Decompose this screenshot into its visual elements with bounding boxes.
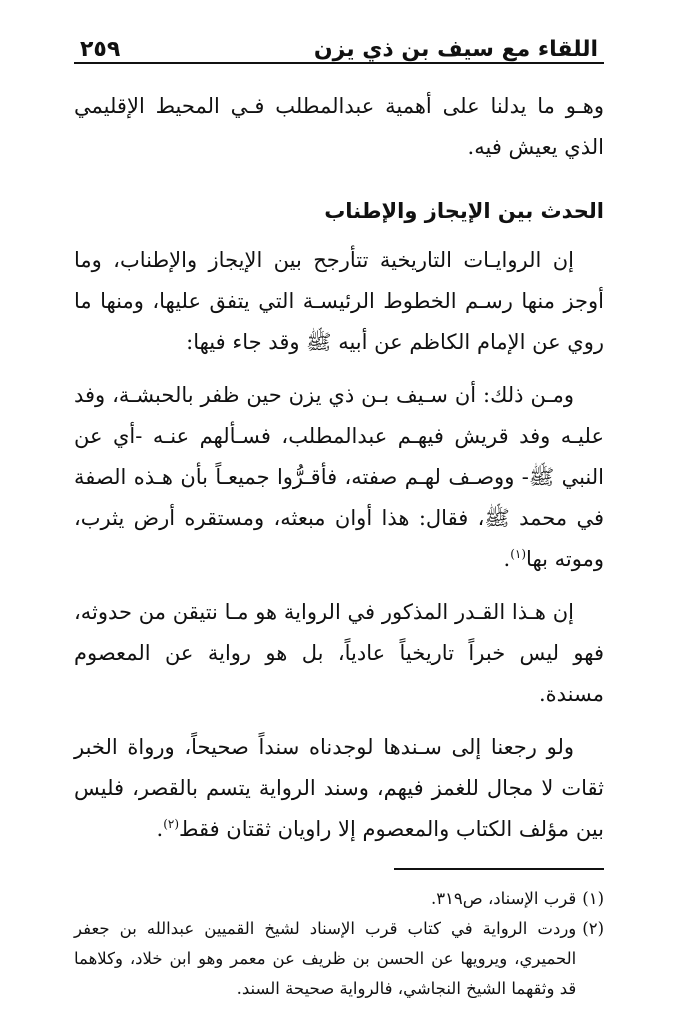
footnote-number: (٢) <box>582 919 604 938</box>
running-header <box>74 20 604 64</box>
footnote-ref-1: (١) <box>510 547 527 561</box>
footnote-text: وردت الرواية في كتاب قرب الإسناد لشيخ القميين عبدالله بن جعفر الحميري، ويرويها عن الحسن بن ظريف عن معمر وهو ابن خلاد، وكلاهما قد وثقهما الشيخ النجاشي، فالرواية صحيحة السند. <box>74 919 577 998</box>
footnote-2 <box>74 914 604 1004</box>
footnote-1 <box>74 884 604 914</box>
footnote-number: (١) <box>582 889 604 908</box>
footnotes <box>74 884 604 1004</box>
section-heading: الحدث بين الإيجاز والإطناب <box>324 199 604 223</box>
paragraph-1: إن الروايـات التاريخية تتأرجح بين الإيجاز والإطناب، وما أوجز منها رسـم الخطوط الرئيسـة التي يتفق عليها، ومنها ما روي عن الإمام الكاظم عن أبيه ﷺ وقد جاء فيها: <box>74 248 604 354</box>
footnote-divider <box>394 868 604 870</box>
paragraph-2-end: . <box>503 547 511 571</box>
paragraph-2 <box>74 375 604 580</box>
paragraph-4 <box>74 727 604 850</box>
running-title: اللقاء مع سيف بن ذي يزن <box>313 37 598 62</box>
page-number: ٢٥٩ <box>80 37 121 62</box>
paragraph-4-text: ولو رجعنا إلى سـندها لوجدناه سنداً صحيحاً، ورواة الخبر ثقات لا مجال للغمز فيهم، وسند الرواية يتسم بالقصر، فليس بين مؤلف الكتاب والمعصوم إلا راويان ثقتان فقط <box>74 735 604 841</box>
book-page <box>74 20 604 1004</box>
paragraph-2-text: ومـن ذلك: أن سـيف بـن ذي يزن حين ظفر بالحبشـة، وفد عليـه وفد قريش فيهـم عبدالمطلب، فسـألهم عنـه -أي عن النبي ﷺ- ووصـف لهـم صفته، فأقـرُّوا جميعـاً بأن هـذه الصفة في محمد ﷺ، فقال: هذا أوان مبعثه، ومستقره أرض يثرب، وموته بها <box>74 383 604 571</box>
main-text <box>74 86 604 850</box>
footnote-ref-2: (٢) <box>163 817 180 831</box>
intro-paragraph: وهـو ما يدلنا على أهمية عبدالمطلب فـي المحيط الإقليمي الذي يعيش فيه. <box>74 94 604 159</box>
spacer <box>74 715 604 727</box>
footnote-text: قرب الإسناد، ص٣١٩. <box>430 889 577 908</box>
spacer <box>74 580 604 592</box>
spacer <box>74 168 604 180</box>
paragraph-3: إن هـذا القـدر المذكور في الرواية هو مـا نتيقن من حدوثه، فهو ليس خبراً تاريخياً عادياً، بل هو رواية عن المعصوم مسندة. <box>74 600 604 706</box>
spacer <box>74 363 604 375</box>
paragraph-4-end: . <box>156 817 164 841</box>
